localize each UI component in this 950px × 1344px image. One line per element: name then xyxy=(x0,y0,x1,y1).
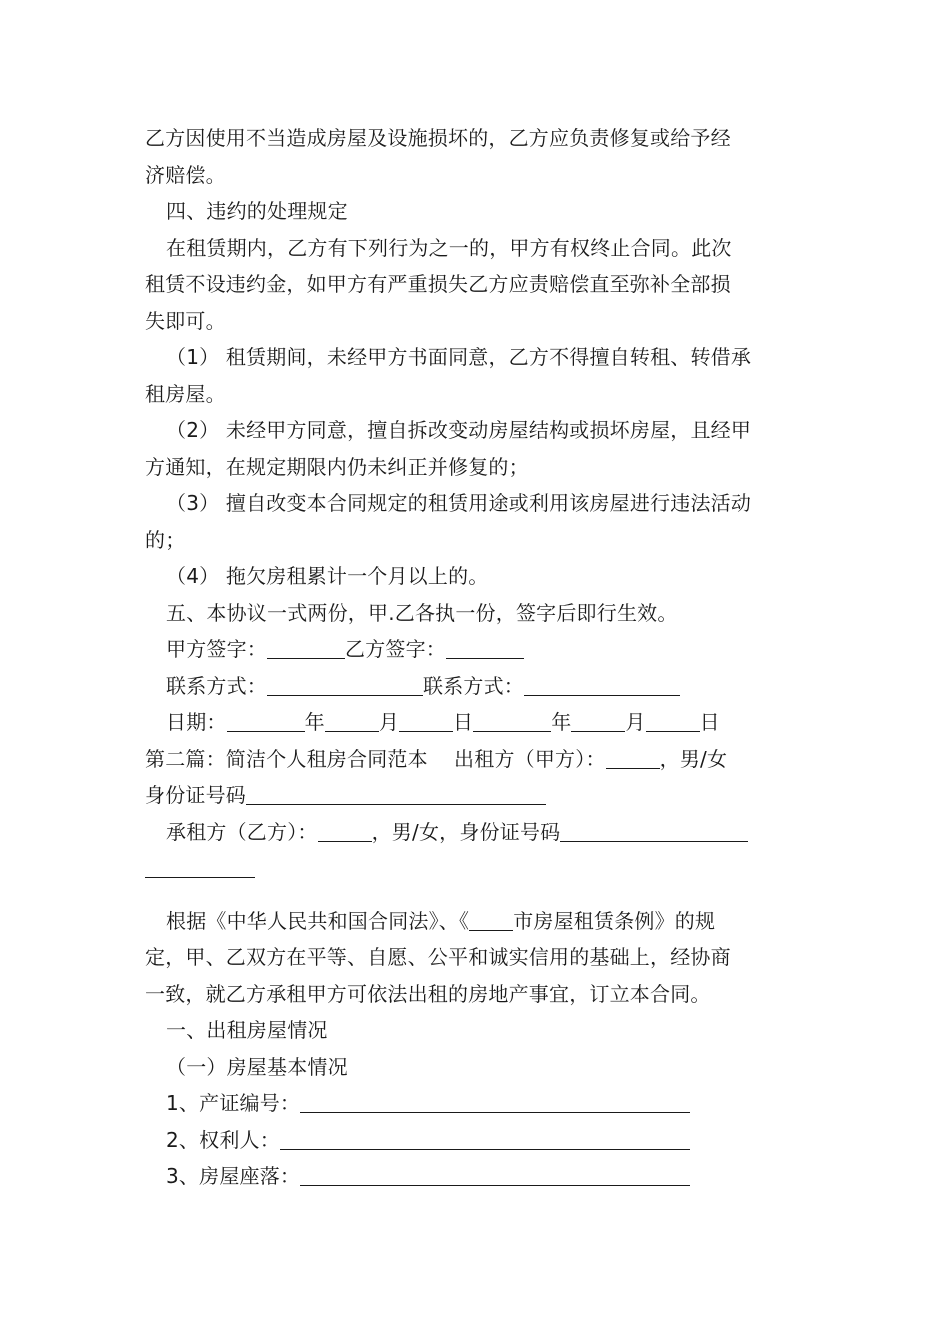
list-item: （3） 擅自改变本合同规定的租赁用途或利用该房屋进行违法活动 xyxy=(166,491,752,515)
day-label: 日 xyxy=(699,710,720,734)
list-item: （2） 未经甲方同意，擅自拆改变动房屋结构或损坏房屋，且经甲 xyxy=(166,418,752,442)
month-label: 月 xyxy=(378,710,400,734)
cert-number-label: 1、产证编号： xyxy=(166,1091,301,1115)
address-blank[interactable] xyxy=(300,1163,690,1186)
year-label: 年 xyxy=(551,710,572,734)
party-a-sign-blank[interactable] xyxy=(267,636,345,659)
owner-blank[interactable] xyxy=(280,1127,690,1150)
lessee-name-blank[interactable] xyxy=(318,819,372,842)
year-b-blank[interactable] xyxy=(473,709,551,732)
owner-label: 2、权利人： xyxy=(166,1127,280,1152)
signature-row xyxy=(145,631,805,668)
section-heading: 五、本协议一式两份，甲.乙各执一份，签字后即行生效。 xyxy=(166,600,678,625)
lessee-gender-id: ，男/女，身份证号码 xyxy=(371,819,561,844)
paragraph-line: 租赁不设违约金，如甲方有严重损失乙方应责赔偿直至弥补全部损 xyxy=(145,272,731,296)
date-label: 日期： xyxy=(166,710,227,734)
lessee-row xyxy=(145,814,805,851)
paragraph-line: 租房屋。 xyxy=(145,381,226,406)
lessee-id-blank[interactable] xyxy=(560,819,748,842)
day-a-blank[interactable] xyxy=(399,709,453,732)
lessee-id-continue-row xyxy=(145,850,805,887)
paragraph-line: 一致，就乙方承租甲方可依法出租的房地产事宜，订立本合同。 xyxy=(145,981,711,1006)
year-a-blank[interactable] xyxy=(227,709,305,732)
id-label: 身份证号码 xyxy=(145,783,246,807)
paragraph-line: 在租赁期内，乙方有下列行为之一的，甲方有权终止合同。此次 xyxy=(166,235,732,260)
month-label: 月 xyxy=(625,710,646,734)
city-blank[interactable] xyxy=(469,908,513,931)
paragraph-line: 乙方因使用不当造成房屋及设施损坏的，乙方应负责修复或给予经 xyxy=(145,126,731,150)
party-b-contact-blank[interactable] xyxy=(524,673,680,696)
cert-number-blank[interactable] xyxy=(300,1090,690,1113)
law-reference-text: 根据《中华人民共和国合同法》、《 xyxy=(166,908,470,933)
section-heading: 四、违约的处理规定 xyxy=(166,199,348,223)
lessor-gender: ，男/女 xyxy=(659,746,728,771)
section-heading: 一、出租房屋情况 xyxy=(166,1018,328,1042)
paragraph-line: 济赔偿。 xyxy=(145,162,226,187)
lessor-id-blank[interactable] xyxy=(246,782,546,805)
list-item: （1） 租赁期间，未经甲方书面同意，乙方不得擅自转租、转借承 xyxy=(166,345,752,369)
lessor-name-blank[interactable] xyxy=(606,746,660,769)
party-b-sign-label: 乙方签字： xyxy=(345,637,446,661)
lessee-label: 承租方（乙方）： xyxy=(166,819,318,844)
party-a-contact-blank[interactable] xyxy=(267,673,423,696)
subsection-heading: （一）房屋基本情况 xyxy=(166,1054,348,1079)
party-b-contact-label: 联系方式： xyxy=(423,673,524,698)
field-row xyxy=(145,1122,805,1159)
party-a-contact-label: 联系方式： xyxy=(166,673,267,698)
party-a-sign-label: 甲方签字： xyxy=(166,637,267,661)
paragraph-line: 的； xyxy=(145,527,186,552)
part2-heading-row xyxy=(145,741,805,778)
date-row xyxy=(145,704,805,741)
paragraph-line: 定，甲、乙双方在平等、自愿、公平和诚实信用的基础上，经协商 xyxy=(145,945,731,969)
lessor-label: 出租方（甲方）： xyxy=(454,746,606,771)
paragraph-line: 失即可。 xyxy=(145,308,226,333)
day-b-blank[interactable] xyxy=(646,709,700,732)
paragraph-line: 方通知，在规定期限内仍未纠正并修复的； xyxy=(145,454,529,479)
field-row xyxy=(145,1085,805,1122)
regulation-reference-text: 市房屋租赁条例》的规 xyxy=(513,908,716,933)
month-a-blank[interactable] xyxy=(325,709,379,732)
month-b-blank[interactable] xyxy=(571,709,625,732)
paragraph-line xyxy=(145,903,805,940)
year-label: 年 xyxy=(304,710,325,734)
field-row xyxy=(145,1158,805,1195)
address-label: 3、房屋座落： xyxy=(166,1164,301,1188)
lessor-id-row xyxy=(145,777,805,814)
party-b-sign-blank[interactable] xyxy=(446,636,524,659)
list-item: （4） 拖欠房租累计一个月以上的。 xyxy=(166,564,489,588)
day-label: 日 xyxy=(453,710,474,734)
part2-heading: 第二篇：简洁个人租房合同范本 xyxy=(145,746,428,771)
lessee-id-blank-continued[interactable] xyxy=(145,855,255,878)
contact-row xyxy=(145,668,805,705)
